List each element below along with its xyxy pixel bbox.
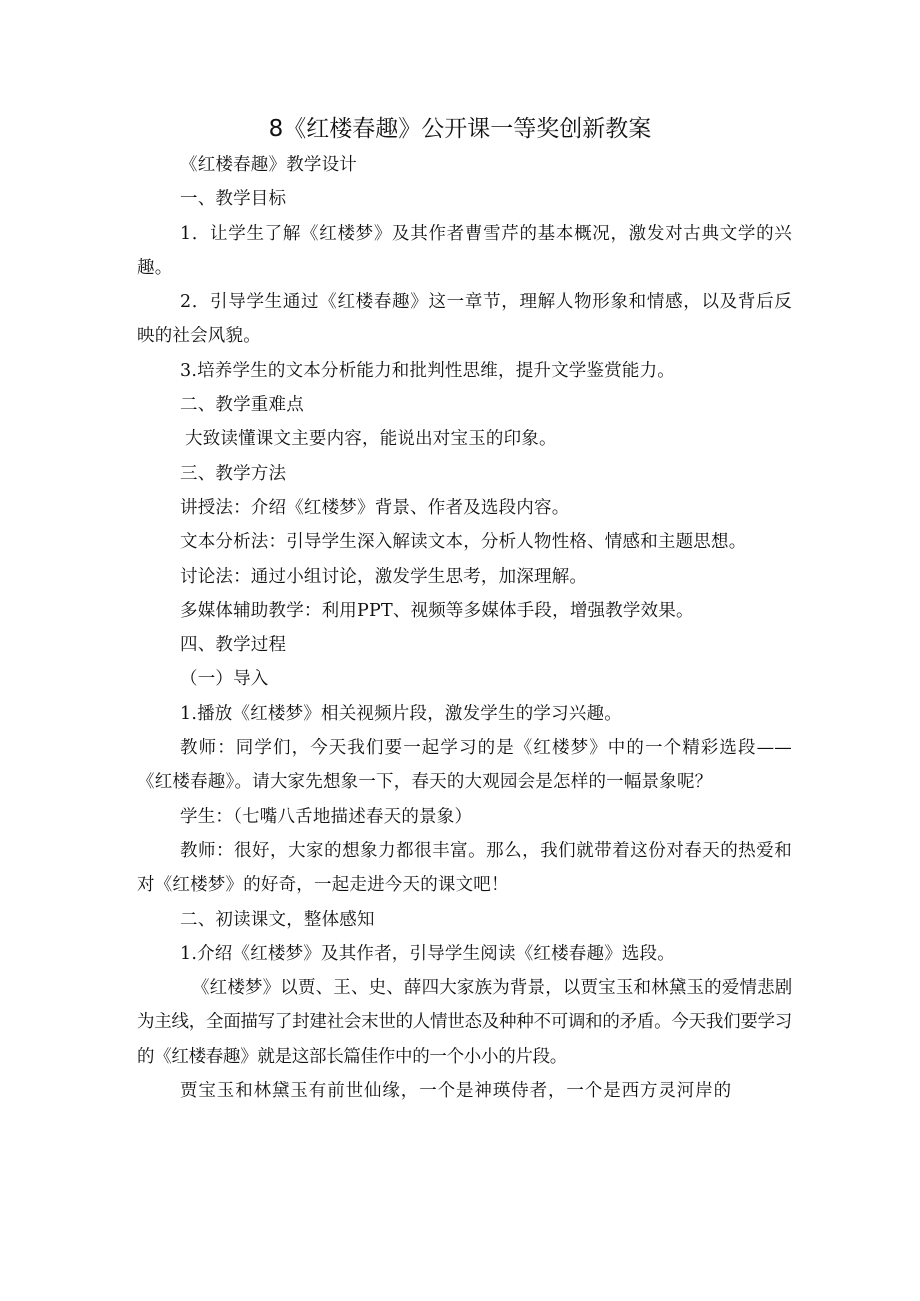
goal-item-2: 2．引导学生通过《红楼春趣》这一章节，理解人物形象和情感，以及背后反映的社会风貌。 <box>137 292 792 347</box>
section-heading-key-points: 二、教学重难点 <box>180 395 304 416</box>
section-heading-goals: 一、教学目标 <box>180 189 287 210</box>
document-subtitle: 《红楼春趣》教学设计 <box>180 155 357 175</box>
final-partial-paragraph: 贾宝玉和林黛玉有前世仙缘，一个是神瑛侍者，一个是西方灵河岸的 <box>180 1081 732 1102</box>
document-body <box>137 148 792 1108</box>
step-intro-item-1: 1.播放《红楼梦》相关视频片段，激发学生的学习兴趣。 <box>180 703 622 724</box>
teacher-dialogue-2: 教师：很好，大家的想象力都很丰富。那么，我们就带着这份对春天的热爱和对《红楼梦》的好奇，一起走进今天的课文吧！ <box>137 840 792 896</box>
method-discussion: 讨论法：通过小组讨论，激发学生思考，加深理解。 <box>180 566 588 587</box>
method-lecture: 讲授法：介绍《红楼梦》背景、作者及选段内容。 <box>180 497 570 518</box>
student-dialogue-1: 学生：（七嘴八舌地描述春天的景象） <box>180 806 473 827</box>
method-text-analysis: 文本分析法：引导学生深入解读文本，分析人物性格、情感和主题思想。 <box>180 532 747 553</box>
document-title: 8《红楼春趣》公开课一等奖创新教案 <box>268 116 652 142</box>
step-first-reading-item-1: 1.介绍《红楼梦》及其作者，引导学生阅读《红楼春趣》选段。 <box>180 943 675 964</box>
key-point-text: 大致读懂课文主要内容，能说出对宝玉的印象。 <box>185 429 557 450</box>
novel-intro-paragraph: 《红楼梦》以贾、王、史、薛四大家族为背景，以贾宝玉和林黛玉的爱情悲剧为主线，全面描写了封建社会末世的人情世态及种种不可调和的矛盾。今天我们要学习的《红楼春趣》就是这部长篇佳作中的一个小小的片段。 <box>137 978 792 1067</box>
section-heading-methods: 三、教学方法 <box>180 463 287 484</box>
section-heading-process: 四、教学过程 <box>180 635 287 656</box>
goal-item-3: 3.培养学生的文本分析能力和批判性思维，提升文学鉴赏能力。 <box>180 360 675 381</box>
method-multimedia: 多媒体辅助教学：利用PPT、视频等多媒体手段，增强教学效果。 <box>180 600 694 621</box>
step-heading-first-reading: 二、初读课文，整体感知 <box>180 909 375 930</box>
step-heading-intro: （一）导入 <box>180 669 269 690</box>
teacher-dialogue-1: 教师：同学们，今天我们要一起学习的是《红楼梦》中的一个精彩选段——《红楼春趣》。请大家先想象一下，春天的大观园会是怎样的一幅景象呢？ <box>137 738 792 793</box>
goal-item-1: 1．让学生了解《红楼梦》及其作者曹雪芹的基本概况，激发对古典文学的兴趣。 <box>137 223 792 278</box>
